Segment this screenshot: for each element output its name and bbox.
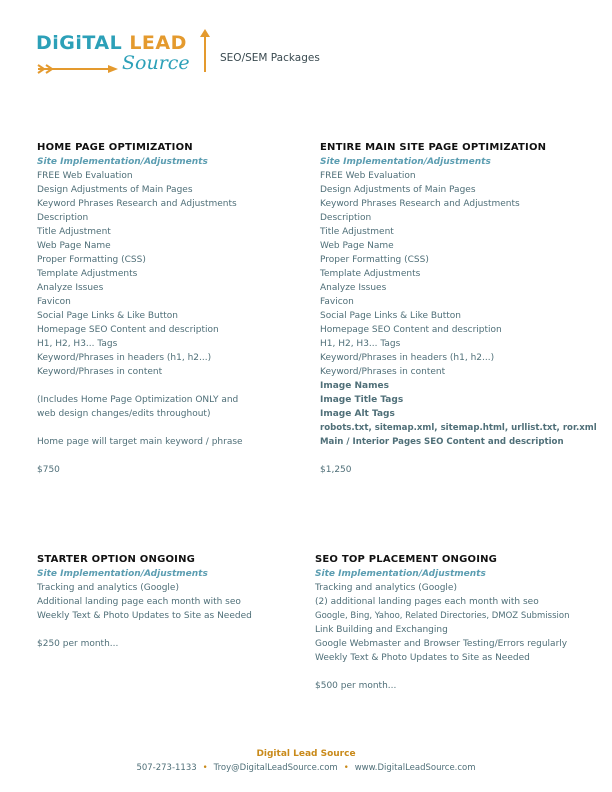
list-item: Web Page Name bbox=[37, 241, 111, 251]
logo-wordmark bbox=[36, 32, 187, 54]
list-item: Homepage SEO Content and description bbox=[320, 325, 502, 335]
package-subtitle: Site Implementation/Adjustments bbox=[37, 569, 208, 579]
list-item: Keyword Phrases Research and Adjustments bbox=[320, 199, 520, 209]
page-title: SEO/SEM Packages bbox=[220, 52, 320, 64]
list-item: Title Adjustment bbox=[37, 227, 111, 237]
list-item: Proper Formatting (CSS) bbox=[320, 255, 429, 265]
list-item: Keyword Phrases Research and Adjustments bbox=[37, 199, 237, 209]
feature-list bbox=[37, 169, 243, 379]
list-item: Description bbox=[320, 213, 372, 223]
list-item: Social Page Links & Like Button bbox=[320, 311, 462, 321]
list-item: Proper Formatting (CSS) bbox=[37, 255, 146, 265]
footer-email[interactable]: Troy@DigitalLeadSource.com bbox=[213, 763, 338, 773]
logo-word-digital: DiGiTAL bbox=[36, 32, 123, 54]
list-item: Title Adjustment bbox=[320, 227, 394, 237]
logo-word-source: Source bbox=[122, 52, 190, 74]
package-note: (Includes Home Page Optimization ONLY and bbox=[37, 395, 239, 405]
list-item: Description bbox=[37, 213, 89, 223]
list-item: Keyword/Phrases in headers (h1, h2...) bbox=[37, 353, 212, 363]
list-item: Link Building and Exchanging bbox=[315, 625, 448, 635]
footer-phone: 507-273-1133 bbox=[136, 763, 197, 773]
feature-list bbox=[315, 581, 569, 665]
list-item: Favicon bbox=[37, 297, 71, 307]
separator: • bbox=[343, 763, 349, 773]
list-item: Additional landing page each month with seo bbox=[37, 597, 241, 607]
list-item: Main / Interior Pages SEO Content and description bbox=[320, 437, 564, 447]
list-item: Google Webmaster and Browser Testing/Errors regularly bbox=[315, 639, 568, 649]
package-title: ENTIRE MAIN SITE PAGE OPTIMIZATION bbox=[320, 142, 547, 153]
package-price: $250 per month... bbox=[37, 639, 119, 649]
package-title: SEO TOP PLACEMENT ONGOING bbox=[315, 554, 498, 565]
list-item: Keyword/Phrases in content bbox=[320, 367, 446, 377]
list-item: Social Page Links & Like Button bbox=[37, 311, 179, 321]
footer-website[interactable]: www.DigitalLeadSource.com bbox=[354, 763, 476, 773]
feature-list bbox=[37, 581, 252, 623]
list-item: H1, H2, H3... Tags bbox=[37, 339, 118, 349]
list-item: Template Adjustments bbox=[37, 269, 138, 279]
list-item: FREE Web Evaluation bbox=[37, 171, 133, 181]
list-item: Design Adjustments of Main Pages bbox=[37, 185, 193, 195]
list-item: robots.txt, sitemap.xml, sitemap.html, urllist.txt, ror.xml bbox=[320, 423, 597, 433]
list-item: Image Alt Tags bbox=[320, 409, 395, 419]
list-item: Keyword/Phrases in headers (h1, h2...) bbox=[320, 353, 495, 363]
package-subtitle: Site Implementation/Adjustments bbox=[315, 569, 486, 579]
company-logo bbox=[36, 32, 196, 80]
list-item: Analyze Issues bbox=[320, 283, 387, 293]
package-price: $750 bbox=[37, 465, 60, 475]
arrow-icon bbox=[36, 62, 120, 76]
up-arrow-icon bbox=[198, 28, 212, 74]
package-price: $500 per month... bbox=[315, 681, 397, 691]
list-item: Image Title Tags bbox=[320, 395, 404, 405]
list-item: Design Adjustments of Main Pages bbox=[320, 185, 476, 195]
package-title: HOME PAGE OPTIMIZATION bbox=[37, 142, 193, 153]
list-item: Weekly Text & Photo Updates to Site as Needed bbox=[37, 611, 252, 621]
list-item: Tracking and analytics (Google) bbox=[37, 583, 179, 593]
package-price: $1,250 bbox=[320, 465, 352, 475]
package-note: web design changes/edits throughout) bbox=[37, 409, 211, 419]
list-item: Analyze Issues bbox=[37, 283, 104, 293]
list-item: Google, Bing, Yahoo, Related Directories, DMOZ Submission bbox=[315, 611, 570, 621]
starter-package bbox=[37, 553, 252, 651]
package-subtitle: Site Implementation/Adjustments bbox=[320, 157, 491, 167]
home-page-package bbox=[37, 141, 243, 477]
list-item: Web Page Name bbox=[320, 241, 394, 251]
footer-contact bbox=[0, 763, 612, 773]
target-note: Home page will target main keyword / phrase bbox=[37, 437, 243, 447]
list-item: Keyword/Phrases in content bbox=[37, 367, 163, 377]
top-placement-package bbox=[315, 553, 569, 693]
list-item: Image Names bbox=[320, 381, 389, 391]
entire-site-package bbox=[320, 141, 597, 477]
feature-list bbox=[320, 169, 597, 449]
list-item: Favicon bbox=[320, 297, 354, 307]
package-title: STARTER OPTION ONGOING bbox=[37, 554, 196, 565]
separator: • bbox=[202, 763, 208, 773]
package-subtitle: Site Implementation/Adjustments bbox=[37, 157, 208, 167]
list-item: FREE Web Evaluation bbox=[320, 171, 416, 181]
logo-word-lead: LEAD bbox=[129, 32, 187, 54]
list-item: Template Adjustments bbox=[320, 269, 421, 279]
list-item: Tracking and analytics (Google) bbox=[315, 583, 457, 593]
list-item: Weekly Text & Photo Updates to Site as Needed bbox=[315, 653, 530, 663]
list-item: H1, H2, H3... Tags bbox=[320, 339, 401, 349]
list-item: Homepage SEO Content and description bbox=[37, 325, 219, 335]
list-item: (2) additional landing pages each month with seo bbox=[315, 597, 539, 607]
footer-company-name: Digital Lead Source bbox=[256, 749, 356, 759]
